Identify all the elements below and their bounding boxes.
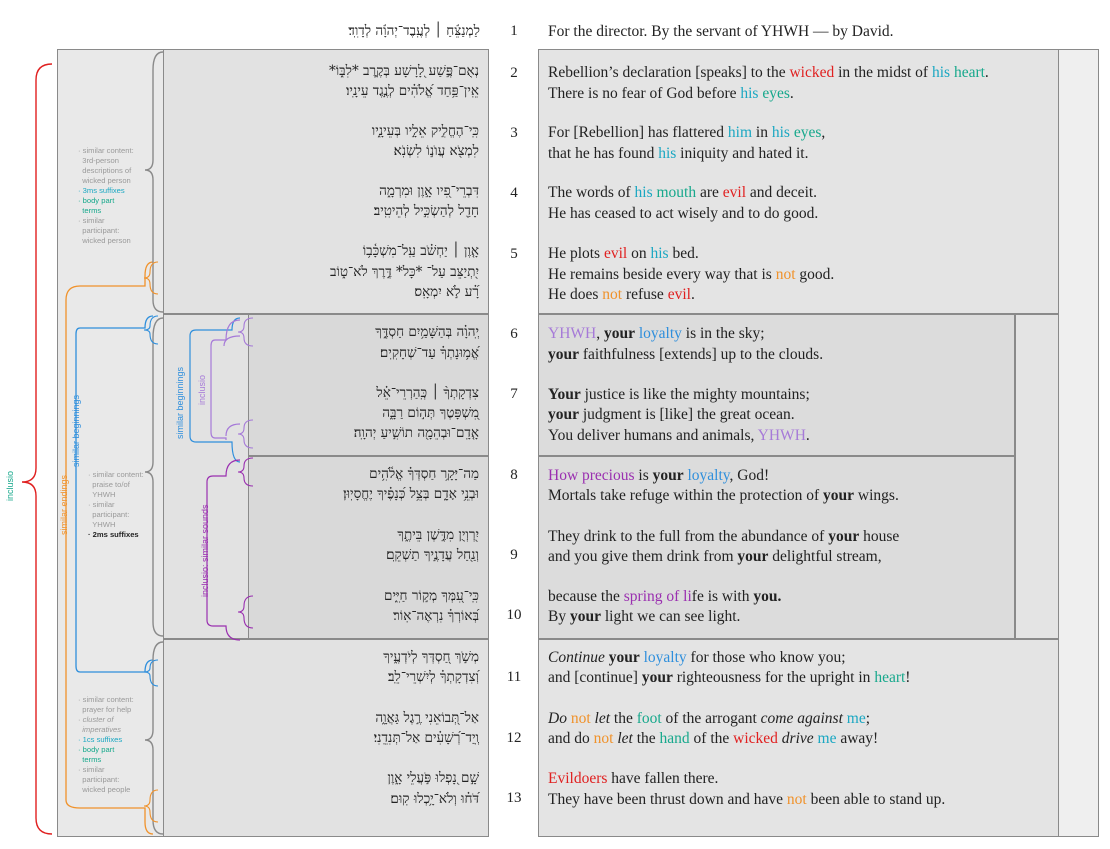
english-line: your judgment is [like] the great ocean. [548,406,795,423]
english-line: your faithfulness [extends] up to the clouds. [548,346,824,363]
hebrew-line: צִדְקָתְךָ֨ ׀ כְּֽהַרְרֵי־אֵ֗ל [376,385,479,401]
hebrew-line: רָ֝֗ע לֹ֣א יִמְאָֽס׃ [414,284,479,300]
hebrew-line: נְאֻם־פֶּ֣שַׁע לָ֭רָשָׁע בְּקֶ֣רֶב *לִבּ֑וֹ* [328,63,479,79]
english-line: He remains beside every way that is not good. [548,266,835,283]
english-line: You deliver humans and animals, YHWH. [548,427,810,444]
heading-english: For the director. By the servant of YHWH — by David. [548,23,894,40]
notes-section-1: · similar content: 3rd-person descriptions of wicked person · 3ms suffixes · body part terms · similar participant: wicked person [78,146,134,245]
verse-number-12: 12 [506,730,522,746]
english-line: There is no fear of God before his eyes. [548,85,794,102]
english-line: YHWH, your loyalty is in the sky; [548,325,765,342]
notes-section-3: · similar content: prayer for help · cluster of imperatives · 1cs suffixes · body part terms · similar participant: wicked people [78,695,134,794]
hebrew-line: לִמְצֹ֖א עֲוֺנ֣וֹ לִשְׂנֹֽא׃ [393,143,479,159]
verse-number-4: 4 [510,185,518,201]
english-line: They drink to the full from the abundance of your house [548,528,900,545]
english-line: The words of his mouth are evil and deceit. [548,184,818,201]
verse-number-13: 13 [506,790,522,806]
label-similar-endings: similar endings [59,474,69,535]
hebrew-line: מִ֭שְׁפָּטֶךָ תְּה֣וֹם רַבָּ֑ה [382,405,479,421]
hebrew-line: כִּֽי־הֶחֱלִ֣יק אֵלָ֣יו בְּעֵינָ֑יו [371,123,479,139]
hebrew-line: וְֽיַד־רְ֝שָׁעִ֗ים אַל־תְּנִדֵֽנִי׃ [373,730,479,746]
english-line: He does not refuse evil. [548,286,695,303]
english-line: How precious is your loyalty, God! [548,467,770,484]
english-line: He plots evil on his bed. [548,245,699,262]
english-line: and do not let the hand of the wicked drive me away! [548,730,879,747]
english-line: They have been thrust down and have not been able to stand up. [548,791,946,808]
hebrew-line: אַל־תְּ֭בוֹאֵנִי רֶ֣גֶל גַּאֲוָ֑ה [375,710,479,726]
hebrew-line: אָ֤וֶן ׀ יַחְשֹׁ֗ב עַֽל־מִשְׁכָּ֫ב֥וֹ [362,243,479,259]
verse-number-10: 10 [506,607,522,623]
english-line: For [Rebellion] has flattered him in his eyes, [548,124,826,141]
verse-number-5: 5 [510,246,518,262]
heading-number: 1 [510,23,518,39]
english-line: Continue your loyalty for those who know you; [548,649,846,666]
hebrew-line: דֹּ֝ח֗וּ וְלֹא־יָ֥כְלוּ קֽוּם׃ [390,791,479,807]
hebrew-line: מַה־יָּקָ֥ר חַסְדְּךָ֗ אֱלֹ֫הִ֥ים [369,466,479,482]
verse-number-8: 8 [510,467,518,483]
english-line: Your justice is like the mighty mountains; [548,386,810,403]
english-line: He has ceased to act wisely and to do good. [548,205,819,222]
english-line: By your light we can see light. [548,608,741,625]
hebrew-line: בְּ֝אוֹרְךָ֗ נִרְאֶה־אֽוֹר׃ [393,608,479,624]
verse-number-2: 2 [510,65,518,81]
english-line: and [continue] your righteousness for the upright in heart! [548,669,911,686]
label-inclusio-outer: inclusio [5,470,15,501]
label-inclusio-inner: inclusio [197,374,207,405]
hebrew-line: כִּֽי־עִ֭מְּךָ מְק֣וֹר חַיִּ֑ים [384,588,479,604]
hebrew-line: אֵֽין־פַּ֥חַד אֱ֝לֹהִ֗ים לְנֶ֣גֶד עֵינָֽיו׃ [345,83,479,99]
hebrew-line: וּבְנֵ֥י אָדָ֑ם בְּצֵ֥ל כְּ֝נָפֶ֗יךָ יֶחֱסָיֽוּן׃ [343,486,479,502]
hebrew-line: יִ֭רְוְיֻן מִדֶּ֣שֶׁן בֵּיתֶ֑ךָ [397,527,479,543]
hebrew-line: דִּבְרֵי־פִ֭יו אָ֣וֶן וּמִרְמָ֑ה [379,183,479,199]
hebrew-line: חָדַ֖ל לְהַשְׂכִּ֣יל לְהֵיטִֽיב׃ [373,203,479,219]
verse-number-7: 7 [510,386,518,402]
hebrew-line: מְשֹׁ֣ךְ חַ֭סְדְּךָ לְיֹדְעֶ֑יךָ [383,649,479,665]
english-line: because the spring of life is with you. [548,588,782,605]
hebrew-line: אֱ֝מ֥וּנָתְךָ֗ עַד־שְׁחָקִֽים׃ [379,345,479,361]
hebrew-line: יִ֭תְיַצֵּב עַל־ *כָּל* דֶּ֣רֶךְ לֹא־ט֑וֹב [329,264,479,280]
label-similar-beginnings-inner: similar beginnings [175,366,185,439]
hebrew-line: וְ֝צִדְקָתְךָ֗ לְיִשְׁרֵי־לֵֽב׃ [388,669,479,685]
hebrew-line: אָ֤דָֽם־וּבְהֵמָ֖ה תוֹשִׁ֣יעַ יְהוָֽה׃ [353,425,479,441]
english-line: Do not let the foot of the arrogant come against me; [548,710,871,727]
english-line: that he has found his iniquity and hated it. [548,145,809,162]
verse-number-6: 6 [510,326,518,342]
english-line: Rebellion’s declaration [speaks] to the wicked in the midst of his heart. [548,64,989,81]
english-line: Mortals take refuge within the protection of your wings. [548,487,899,504]
notes-section-2: · similar content: praise to/of YHWH · similar participant: YHWH · 2ms suffixes [88,470,144,539]
heading-hebrew: לַמְנַצֵּ֬חַ ׀ לְעֶֽבֶד־יְהוָ֬ה לְדָוִֽד׃ [348,23,480,39]
english-line: and you give them drink from your delightful stream, [548,548,882,565]
verse-number-11: 11 [506,669,522,685]
hebrew-line: וְנַ֖חַל עֲדָנֶ֣יךָ תַשְׁקֵֽם׃ [386,547,479,563]
verse-number-3: 3 [510,125,518,141]
english-line: Evildoers have fallen there. [548,770,719,787]
label-similar-beginnings-outer: similar beginnings [71,394,81,467]
verse-number-9: 9 [510,547,518,563]
label-inclusio-sounds: inclusio: similar sounds [200,504,210,597]
hebrew-line: יְֽהוָ֗ה בְּהַשָּׁמַ֥יִם חַסְדֶּ֑ךָ [375,324,479,340]
hebrew-line: שָׁ֣ם נָ֭פְלוּ פֹּ֣עֲלֵי אָ֑וֶן [387,770,479,786]
